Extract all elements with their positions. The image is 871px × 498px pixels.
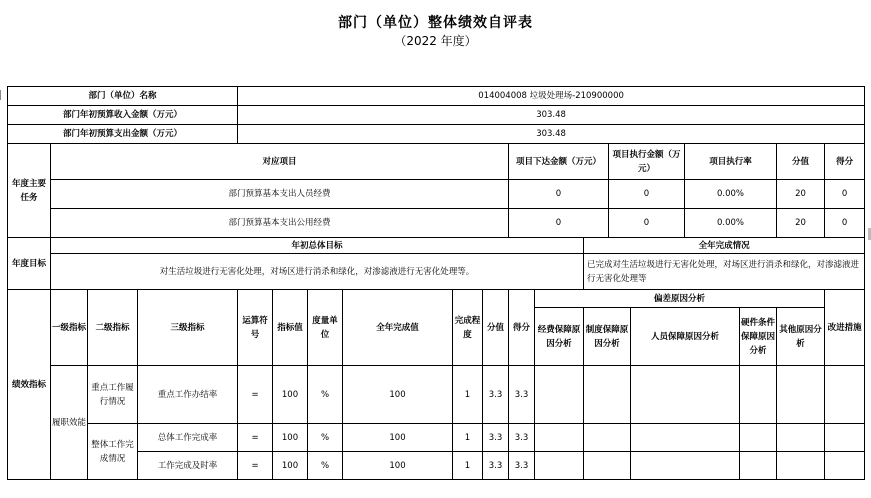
tasks-header-got: 得分	[825, 144, 865, 180]
expense-row	[8, 125, 865, 144]
task-got[interactable]: 0	[825, 180, 865, 209]
tasks-header-row	[8, 144, 865, 180]
goals-target-header: 年初总体目标	[51, 238, 584, 254]
score-value[interactable]: 3.3	[483, 366, 509, 424]
expense-label: 部门年初预算支出金额（万元）	[8, 125, 238, 144]
income-value[interactable]: 303.48	[238, 106, 865, 125]
goals-content-row	[8, 254, 865, 290]
task-row	[8, 209, 865, 238]
task-got[interactable]: 0	[825, 209, 865, 238]
ind-header-dev-funds: 经费保障原因分析	[535, 308, 584, 366]
degree-value[interactable]: 1	[453, 366, 483, 424]
indicators-header-row	[8, 290, 865, 308]
got-value[interactable]: 3.3	[509, 452, 535, 480]
tasks-header-budget: 项目下达金额（万元）	[509, 144, 609, 180]
dev-hardware-cell[interactable]	[740, 366, 777, 424]
annual-value[interactable]: 100	[343, 366, 453, 424]
ind-header-got: 得分	[509, 290, 535, 366]
ind-header-improve: 改进措施	[825, 290, 865, 366]
improve-cell[interactable]	[825, 366, 865, 424]
level2-value[interactable]: 整体工作完成情况	[88, 424, 138, 480]
dev-funds-cell[interactable]	[535, 424, 584, 452]
goals-target-text[interactable]: 对生活垃圾进行无害化处理，对场区进行消杀和绿化，对渗滤液进行无害化处理等。	[51, 254, 584, 290]
goals-done-header: 全年完成情况	[584, 238, 865, 254]
ind-header-unit: 度量单位	[308, 290, 343, 366]
dept-label: 部门（单位）名称	[8, 87, 238, 106]
tasks-header-exec-amount: 项目执行金额（万元）	[609, 144, 685, 180]
ind-header-dev-hardware: 硬件条件保障原因分析	[740, 308, 777, 366]
tasks-header-item: 对应项目	[51, 144, 509, 180]
income-label: 部门年初预算收入金额（万元）	[8, 106, 238, 125]
annual-value[interactable]: 100	[343, 452, 453, 480]
ind-header-annual: 全年完成值	[343, 290, 453, 366]
tasks-header-exec-rate: 项目执行率	[685, 144, 777, 180]
unit-value[interactable]: %	[308, 424, 343, 452]
task-exec-rate[interactable]: 0.00%	[685, 209, 777, 238]
degree-value[interactable]: 1	[453, 424, 483, 452]
ind-header-level3: 三级指标	[138, 290, 238, 366]
task-exec-amount[interactable]: 0	[609, 180, 685, 209]
indicator-value[interactable]: 100	[273, 424, 308, 452]
dev-hardware-cell[interactable]	[740, 452, 777, 480]
evaluation-table	[7, 86, 865, 480]
level3-value[interactable]: 工作完成及时率	[138, 452, 238, 480]
improve-cell[interactable]	[825, 424, 865, 452]
operator-value[interactable]: =	[238, 366, 273, 424]
dept-row	[8, 87, 865, 106]
ind-header-dev-other: 其他原因分析	[777, 308, 825, 366]
dev-other-cell[interactable]	[777, 424, 825, 452]
score-value[interactable]: 3.3	[483, 452, 509, 480]
goals-header-row	[8, 238, 865, 254]
task-item[interactable]: 部门预算基本支出人员经费	[51, 180, 509, 209]
page-subtitle: （2022 年度）	[394, 34, 477, 48]
task-item[interactable]: 部门预算基本支出公用经费	[51, 209, 509, 238]
annual-value[interactable]: 100	[343, 424, 453, 452]
task-score[interactable]: 20	[777, 180, 825, 209]
evaluation-sheet	[7, 86, 865, 480]
score-value[interactable]: 3.3	[483, 424, 509, 452]
operator-value[interactable]: =	[238, 424, 273, 452]
level2-value[interactable]: 重点工作履行情况	[88, 366, 138, 424]
ind-header-operator: 运算符号	[238, 290, 273, 366]
got-value[interactable]: 3.3	[509, 366, 535, 424]
task-row	[8, 180, 865, 209]
dev-other-cell[interactable]	[777, 366, 825, 424]
indicator-row	[8, 366, 865, 424]
level3-value[interactable]: 重点工作办结率	[138, 366, 238, 424]
task-score[interactable]: 20	[777, 209, 825, 238]
operator-value[interactable]: =	[238, 452, 273, 480]
dev-hardware-cell[interactable]	[740, 424, 777, 452]
indicator-value[interactable]: 100	[273, 366, 308, 424]
level1-value[interactable]: 履职效能	[51, 366, 88, 480]
dev-other-cell[interactable]	[777, 452, 825, 480]
improve-cell[interactable]	[825, 452, 865, 480]
tasks-header-score: 分值	[777, 144, 825, 180]
ind-header-dev-staff: 人员保障原因分析	[631, 308, 740, 366]
ind-header-dev-system: 制度保障原因分析	[584, 308, 631, 366]
indicators-section-label: 绩效指标	[8, 290, 51, 480]
ind-header-deviation: 偏差原因分析	[535, 290, 825, 308]
dev-staff-cell[interactable]	[631, 452, 740, 480]
goals-section-label: 年度目标	[8, 238, 51, 290]
indicator-row	[8, 424, 865, 452]
goals-done-text[interactable]: 已完成对生活垃圾进行无害化处理，对场区进行消杀和绿化，对渗滤液进行无害化处理等	[584, 254, 865, 290]
dev-system-cell[interactable]	[584, 424, 631, 452]
dept-value[interactable]: 014004008 垃圾处理场-210900000	[238, 87, 865, 106]
degree-value[interactable]: 1	[453, 452, 483, 480]
task-exec-amount[interactable]: 0	[609, 209, 685, 238]
unit-value[interactable]: %	[308, 452, 343, 480]
ind-header-degree: 完成程度	[453, 290, 483, 366]
task-budget[interactable]: 0	[509, 209, 609, 238]
indicator-value[interactable]: 100	[273, 452, 308, 480]
ind-header-score: 分值	[483, 290, 509, 366]
got-value[interactable]: 3.3	[509, 424, 535, 452]
dev-staff-cell[interactable]	[631, 424, 740, 452]
dev-system-cell[interactable]	[584, 452, 631, 480]
task-exec-rate[interactable]: 0.00%	[685, 180, 777, 209]
page-title: 部门（单位）整体绩效自评表	[338, 15, 533, 31]
ind-header-value: 指标值	[273, 290, 308, 366]
ind-header-level2: 二级指标	[88, 290, 138, 366]
tasks-section-label: 年度主要任务	[8, 144, 51, 238]
dev-system-cell[interactable]	[584, 366, 631, 424]
dev-funds-cell[interactable]	[535, 452, 584, 480]
row-resize-handle[interactable]	[0, 90, 5, 100]
level3-value[interactable]: 总体工作完成率	[138, 424, 238, 452]
unit-value[interactable]: %	[308, 366, 343, 424]
expense-value[interactable]: 303.48	[238, 125, 865, 144]
dev-staff-cell[interactable]	[631, 366, 740, 424]
dev-funds-cell[interactable]	[535, 366, 584, 424]
income-row	[8, 106, 865, 125]
ind-header-level1: 一级指标	[51, 290, 88, 366]
task-budget[interactable]: 0	[509, 180, 609, 209]
